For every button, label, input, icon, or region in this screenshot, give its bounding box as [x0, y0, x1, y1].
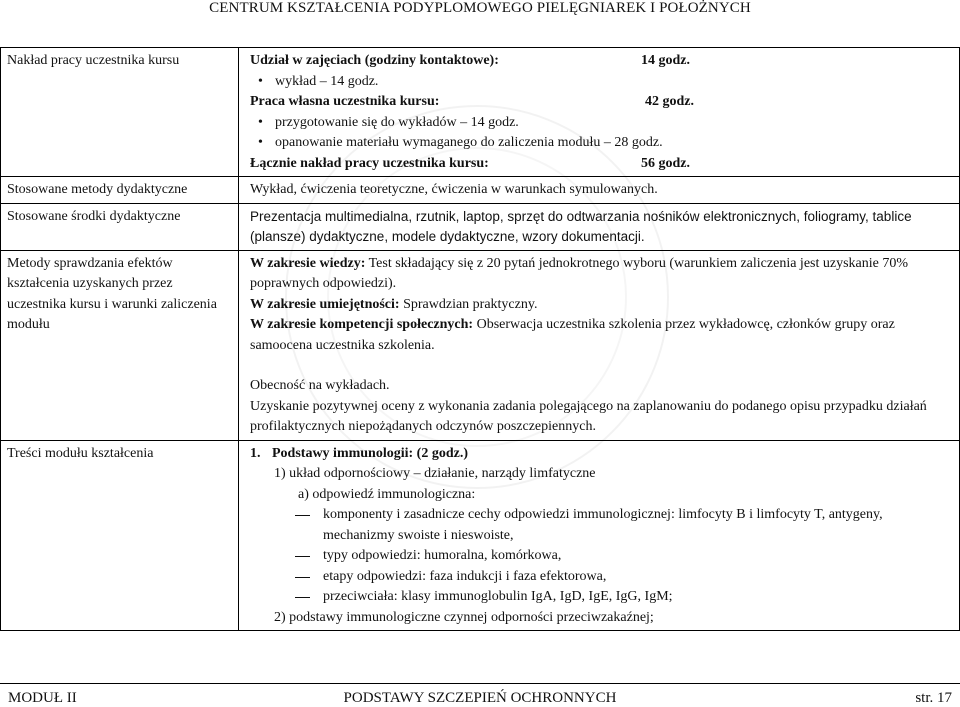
wiedza-text: Test składający się z 20 pytań jednokrotnego wyboru (warunkiem zaliczenia jest uzyskanie 70% poprawnych odpowiedzi). [250, 255, 909, 291]
table-row-naklad [1, 48, 960, 177]
umiejetnosci-line [250, 295, 953, 316]
module-table [0, 47, 960, 631]
udzial-line [250, 51, 690, 72]
tresci-label: Treści modułu kształcenia [1, 440, 239, 631]
udzial-value: 14 godz. [641, 53, 690, 68]
footer-page-number: str. 17 [915, 690, 952, 706]
umiejetnosci-label: W zakresie umiejętności: [250, 296, 400, 312]
kompetencje-label: W zakresie kompetencji społecznych: [250, 317, 474, 332]
tresci-heading [250, 444, 953, 465]
table-row-sprawdzanie [1, 250, 960, 440]
uzyskanie-text: Uzyskanie pozytywnej oceny z wykonania zadania polegającego na zaplanowaniu do podanego opisu przypadku działań profilaktycznych niepożądanych odczynów poszczepiennych. [250, 398, 927, 434]
metody-label: Stosowane metody dydaktyczne [1, 177, 239, 204]
table-row-tresci [1, 440, 960, 631]
praca-label: Praca własna uczestnika kursu: [250, 94, 440, 109]
spacer [250, 356, 953, 376]
tresci-item-1: 1) układ odpornościowy – działanie, narządy limfatyczne [274, 466, 596, 481]
srodki-label: Stosowane środki dydaktyczne [1, 203, 239, 250]
praca-line [250, 92, 694, 113]
tresci-item-1a: a) odpowiedź immunologiczna: [298, 486, 476, 502]
wiedza-label: W zakresie wiedzy: [250, 255, 366, 271]
dash-list [250, 505, 953, 608]
heading-text: Podstawy immunologii: (2 godz.) [272, 445, 468, 461]
list-item: przeciwciała: klasy immunoglobulin IgA, IgD, IgE, IgG, IgM; [250, 587, 953, 608]
tresci-content [239, 440, 960, 631]
naklad-label: Nakład pracy uczestnika kursu [1, 48, 239, 177]
footer-module: MODUŁ II [8, 690, 77, 706]
table-row-metody [1, 177, 960, 204]
metody-text: Wykład, ćwiczenia teoretyczne, ćwiczenia w warunkach symulowanych. [239, 177, 960, 204]
srodki-text: Prezentacja multimedialna, rzutnik, laptop, sprzęt do odtwarzania nośników elektronicznych, foliogramy, tablice (plansze) dydaktyczne, modele dydaktyczne, wzory dokumentacji. [239, 203, 960, 250]
umiejetnosci-text: Sprawdzian praktyczny. [403, 296, 538, 312]
sprawdzanie-label: Metody sprawdzania efektów kształcenia uzyskanych przez uczestnika kursu i warunki zaliczenia modułu [1, 250, 239, 440]
praca-list [250, 113, 953, 154]
udzial-label: Udział w zajęciach (godziny kontaktowe): [250, 53, 499, 68]
list-item: komponenty i zasadnicze cechy odpowiedzi immunologicznej: limfocyty B i limfocyty T, antygeny, mechanizmy swoiste i nieswoiste, [250, 505, 953, 546]
obecnosc-text: Obecność na wykładach. [250, 378, 390, 393]
page-header [0, 0, 960, 17]
lacznie-value: 56 godz. [641, 155, 690, 171]
header-title: CENTRUM KSZTAŁCENIA PODYPLOMOWEGO PIELĘGNIAREK I POŁOŻNYCH [209, 0, 751, 16]
footer-title: PODSTAWY SZCZEPIEŃ OCHRONNYCH [343, 690, 617, 706]
kompetencje-text: Obserwacja uczestnika szkolenia przez wykładowcę, członków grupy oraz samoocena uczestnika szkolenia. [250, 317, 895, 353]
udzial-list [250, 72, 953, 93]
naklad-content [239, 48, 960, 177]
list-item: typy odpowiedzi: humoralna, komórkowa, [250, 546, 953, 567]
praca-value: 42 godz. [645, 94, 694, 109]
wiedza-line [250, 254, 953, 295]
tresci-item-2: 2) podstawy immunologiczne czynnej odporności przeciwzakaźnej; [274, 609, 654, 625]
list-item: etapy odpowiedzi: faza indukcji i faza efektorowa, [250, 567, 953, 588]
sprawdzanie-content [239, 250, 960, 440]
table-row-srodki [1, 203, 960, 250]
list-item: • przygotowanie się do wykładów – 14 godz. [250, 113, 953, 134]
heading-number: 1. [250, 445, 261, 461]
kompetencje-line [250, 315, 953, 356]
lacznie-line [250, 154, 690, 175]
list-item: • wykład – 14 godz. [250, 72, 953, 93]
page-footer [0, 683, 960, 706]
lacznie-label: Łącznie nakład pracy uczestnika kursu: [250, 155, 489, 171]
list-item: • opanowanie materiału wymaganego do zaliczenia modułu – 28 godz. [250, 133, 953, 154]
